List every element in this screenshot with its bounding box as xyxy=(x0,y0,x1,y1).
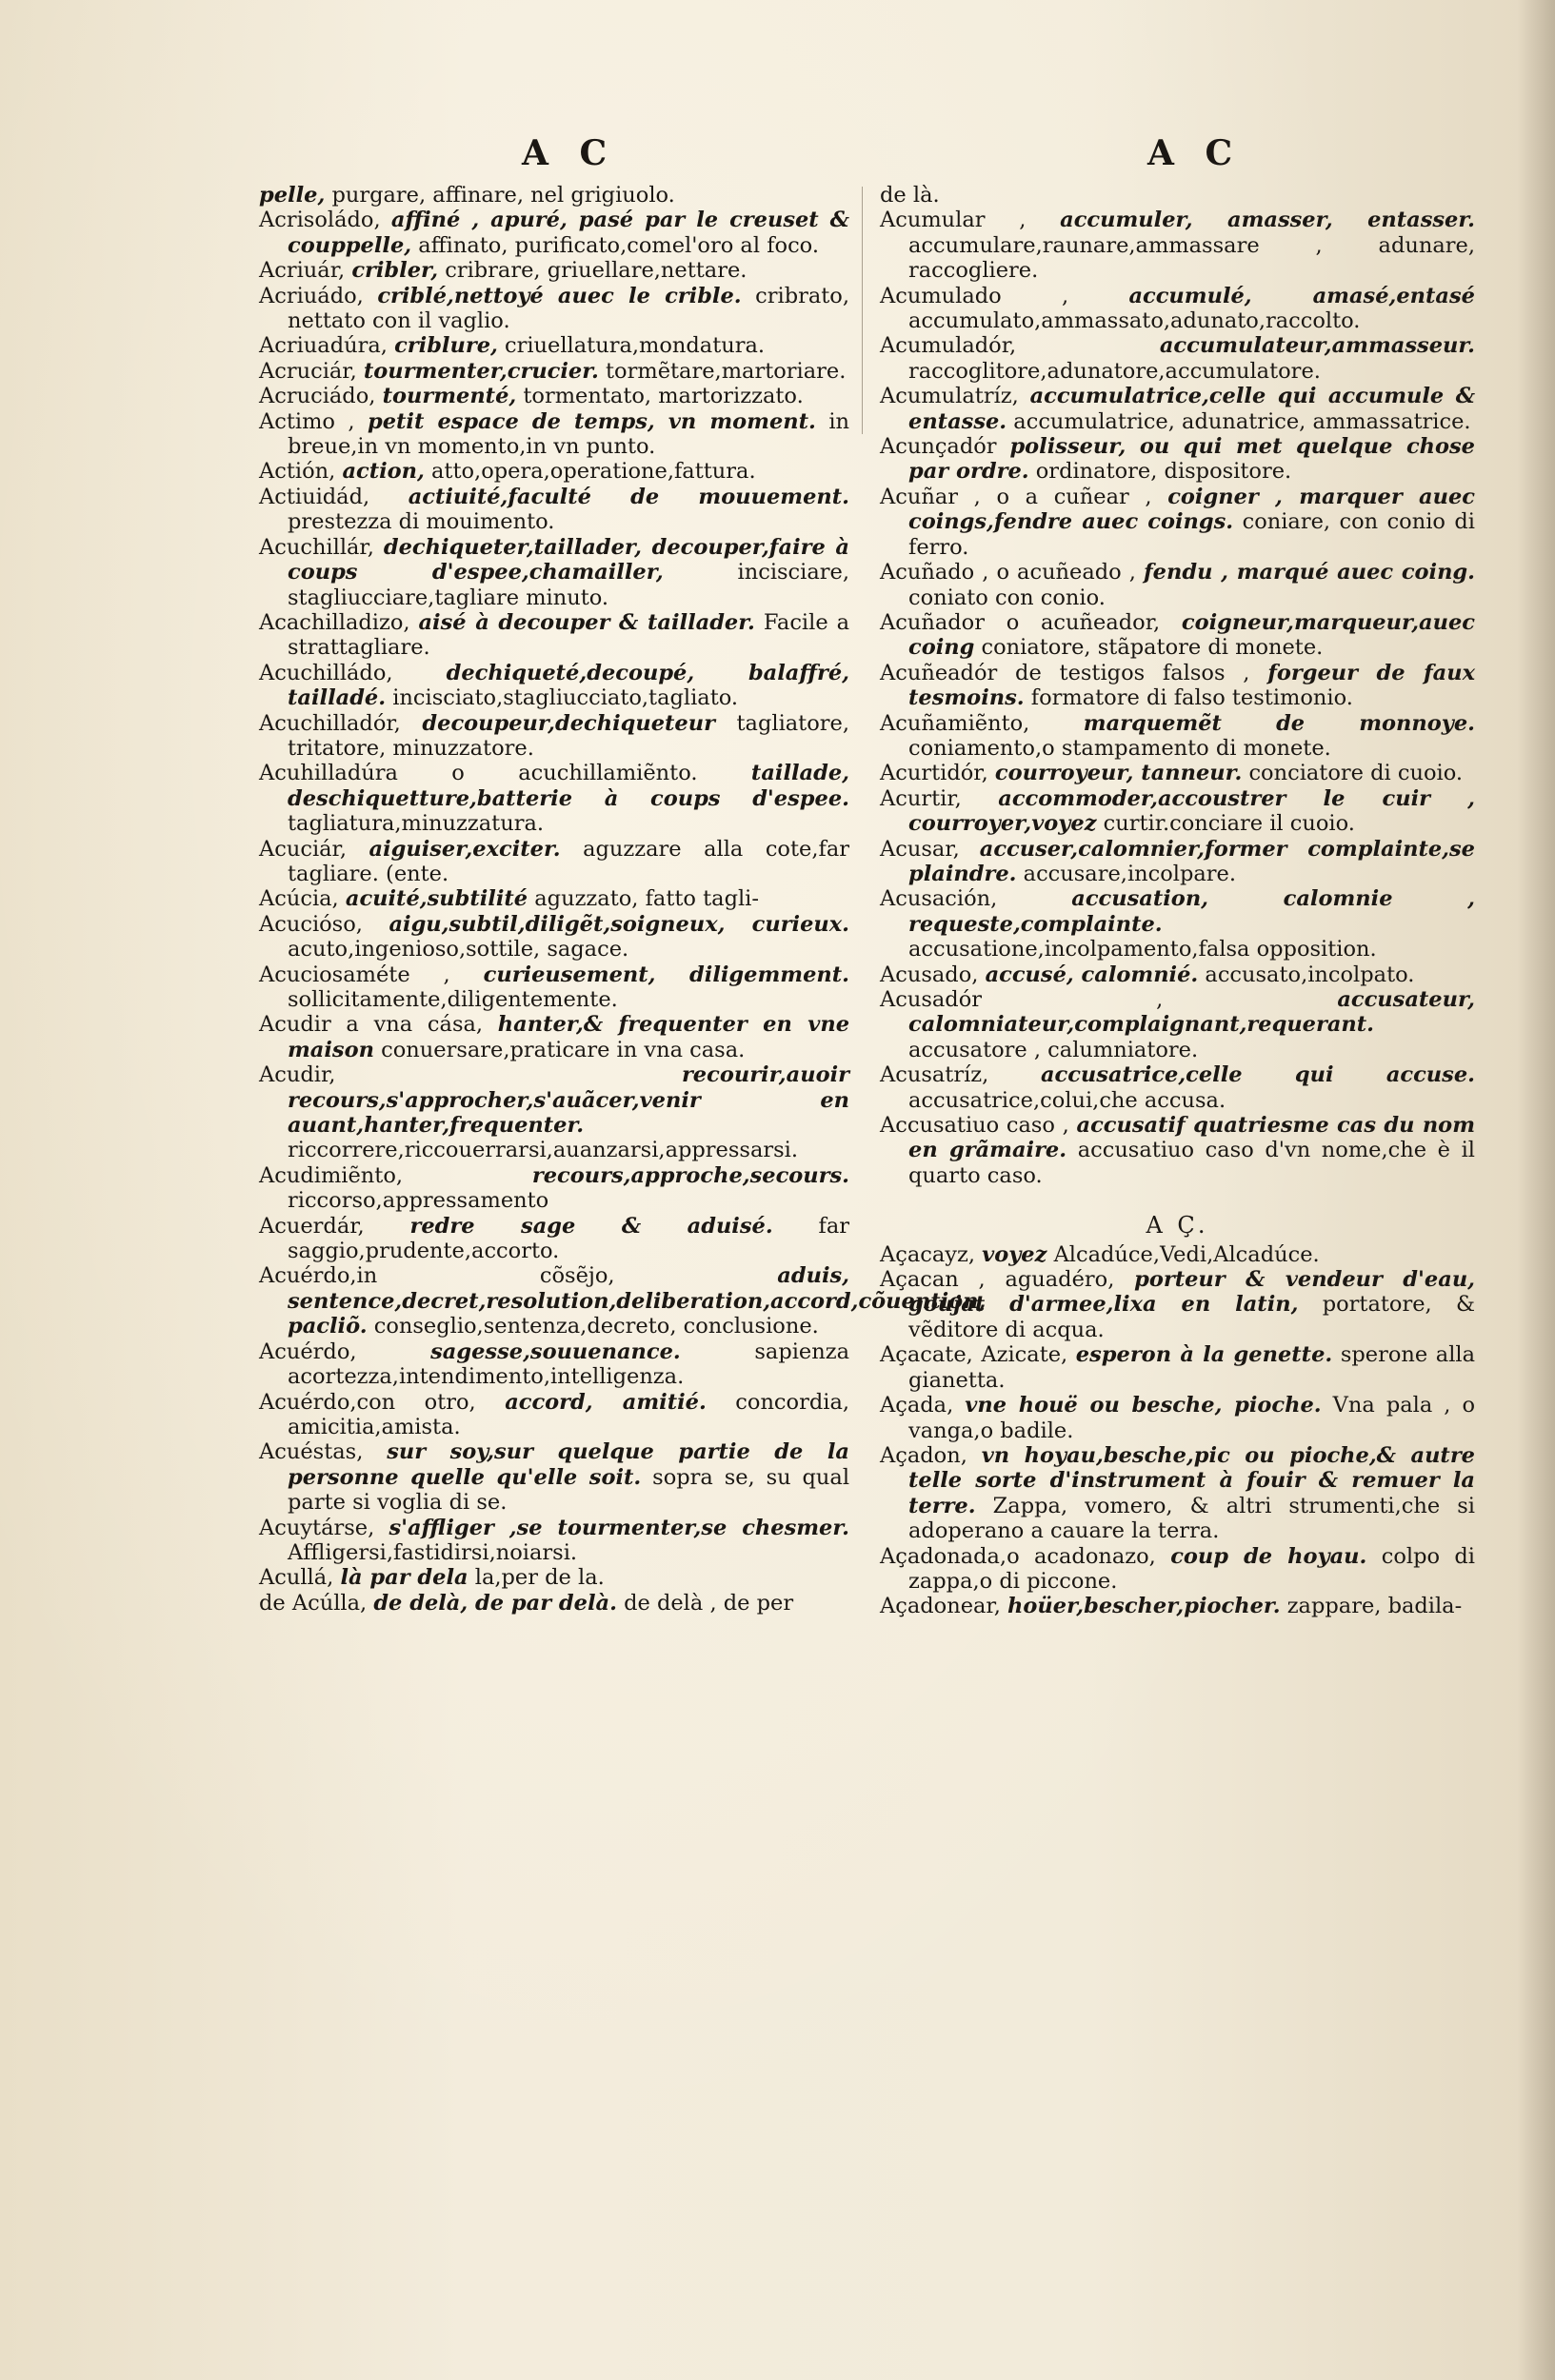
dictionary-entry xyxy=(259,962,849,1013)
french-gloss: sur soy,sur quelque partie de la personne quelle qu'elle soit. xyxy=(288,1439,850,1490)
headword: Acusadór , xyxy=(880,987,1164,1012)
french-gloss: accusé, calomnié. xyxy=(985,962,1199,987)
headword: Acusar, xyxy=(880,836,960,862)
headword: Acruciár, xyxy=(259,358,357,384)
french-gloss: recourir,auoir recours,s'approcher,s'auãcer,venir en auant,hanter,frequenter. xyxy=(288,1062,849,1139)
french-gloss: courroyeur, tanneur. xyxy=(994,761,1243,786)
italian-gloss: accusato,incolpato. xyxy=(1205,962,1415,987)
headword: Acuciosaméte , xyxy=(259,962,450,987)
right-running-header: A C xyxy=(1147,133,1243,173)
headword: Acriuádo, xyxy=(259,283,364,308)
french-gloss: s'affliger ,se tourmenter,se chesmer. xyxy=(389,1515,849,1540)
french-gloss: actiuité,faculté de mouuement. xyxy=(408,484,849,509)
headword: Acudir a vna cása, xyxy=(259,1012,484,1038)
headword: Acuérdo, xyxy=(259,1339,357,1364)
headword: Accusatiuo caso , xyxy=(880,1113,1069,1139)
french-gloss: vne houë ou besche, pioche. xyxy=(965,1393,1322,1418)
french-gloss: acuité,subtilité xyxy=(345,886,528,912)
headword: Acuérdo,in cõsẽjo, xyxy=(259,1263,615,1289)
dictionary-entry xyxy=(880,183,1475,208)
dictionary-entry xyxy=(880,333,1475,384)
dictionary-entry xyxy=(880,1594,1475,1618)
italian-gloss: conuersare,praticare in vna casa. xyxy=(381,1037,746,1062)
french-gloss: là par dela xyxy=(340,1565,468,1591)
dictionary-entry xyxy=(259,1565,849,1590)
italian-gloss: incisciare, stagliucciare,tagliare minuto. xyxy=(288,560,849,610)
right-column-bottom-entries xyxy=(880,1242,1475,1619)
dictionary-entry xyxy=(880,208,1475,283)
headword: Acurtir, xyxy=(880,785,962,811)
dictionary-entry xyxy=(259,610,849,661)
headword: Acuñar , o a cuñear , xyxy=(880,484,1152,509)
italian-gloss: accusatrice,colui,che accusa. xyxy=(908,1087,1226,1113)
headword: Acucióso, xyxy=(259,911,363,937)
dictionary-entry xyxy=(880,1342,1475,1393)
dictionary-entry xyxy=(880,886,1475,962)
headword: Açada, xyxy=(880,1393,954,1418)
italian-gloss: coniamento,o stampamento di monete. xyxy=(908,735,1331,761)
french-gloss: tourmenter,crucier. xyxy=(363,358,599,384)
french-gloss: redre sage & aduisé. xyxy=(409,1213,773,1239)
dictionary-entry xyxy=(880,434,1475,485)
italian-gloss: conseglio,sentenza,decreto, conclusione. xyxy=(373,1314,819,1339)
italian-gloss: incisciato,stagliucciato,tagliato. xyxy=(392,685,739,711)
dictionary-entry xyxy=(259,761,849,836)
headword: Acuñamiẽnto, xyxy=(880,710,1030,736)
italian-gloss: far saggio,prudente,accorto. xyxy=(288,1213,849,1264)
dictionary-entry xyxy=(880,1544,1475,1595)
dictionary-entry xyxy=(880,1443,1475,1544)
dictionary-entry xyxy=(880,284,1475,334)
headword: Acuéstas, xyxy=(259,1439,364,1465)
french-gloss: criblé,nettoyé auec le crible. xyxy=(377,283,742,308)
headword: Acuñador o acuñeador, xyxy=(880,609,1161,635)
italian-gloss: affinato, purificato,comel'oro al foco. xyxy=(418,232,819,258)
dictionary-entry xyxy=(880,661,1475,711)
dictionary-entry xyxy=(880,485,1475,560)
french-gloss: accumulateur,ammasseur. xyxy=(1159,333,1475,359)
french-gloss: tourmenté, xyxy=(382,384,517,409)
italian-gloss: portatore, & vẽditore di acqua. xyxy=(908,1292,1475,1342)
french-gloss: accord, amitié. xyxy=(505,1389,707,1415)
french-gloss: aiguiser,exciter. xyxy=(369,836,561,862)
french-gloss: accusatrice,celle qui accuse. xyxy=(1040,1062,1475,1088)
french-gloss: accumulé, amasé,entasé xyxy=(1128,283,1475,308)
french-gloss: accommoder,accoustrer le cuir , courroyer,voyez xyxy=(908,785,1475,837)
headword: Acrisoládo, xyxy=(259,208,381,233)
french-gloss: dechiqueté,decoupé, balaffré, tailladé. xyxy=(288,660,849,711)
dictionary-entry xyxy=(259,1339,849,1390)
italian-gloss: raccoglitore,adunatore,accumulatore. xyxy=(908,358,1321,384)
french-gloss: polisseur, ou qui met quelque chose par ordre. xyxy=(908,434,1475,485)
headword: Acúcia, xyxy=(259,886,339,912)
italian-gloss: purgare, affinare, nel grigiuolo. xyxy=(331,183,675,208)
italian-gloss: accumulatrice, adunatrice, ammassatrice. xyxy=(1013,408,1471,434)
italian-gloss: sopra se, su qual parte si voglia di se. xyxy=(288,1464,850,1516)
headword: Acuciár, xyxy=(259,836,347,862)
french-gloss: decoupeur,dechiqueteur xyxy=(422,710,715,736)
dictionary-entry xyxy=(259,912,849,962)
french-gloss: aisé à decouper & taillader. xyxy=(418,609,755,635)
french-gloss: porteur & vendeur d'eau, goujat d'armee,lixa en latin, xyxy=(908,1267,1476,1318)
dictionary-entry xyxy=(259,284,849,334)
dictionary-entry xyxy=(259,1062,849,1163)
italian-gloss: riccorrere,riccouerrarsi,auanzarsi,appressarsi. xyxy=(288,1138,799,1163)
italian-gloss: coniare, con conio di ferro. xyxy=(908,509,1475,560)
headword: Açadonear, xyxy=(880,1594,1001,1619)
headword: de Acúlla, xyxy=(259,1590,368,1616)
french-gloss: de delà, de par delà. xyxy=(373,1590,617,1616)
dictionary-entry xyxy=(259,1263,987,1339)
dictionary-entry xyxy=(880,1113,1475,1188)
headword: Actimo , xyxy=(259,408,355,434)
headword: Acuerdár, xyxy=(259,1213,365,1239)
dictionary-entry xyxy=(259,258,849,283)
dictionary-entry xyxy=(259,384,849,408)
dictionary-entry xyxy=(880,610,1475,661)
italian-gloss: in breue,in vn momento,in vn punto. xyxy=(288,408,850,460)
headword: Acuñado , o acuñeado , xyxy=(880,560,1136,585)
french-gloss: hoüer,bescher,piocher. xyxy=(1007,1594,1281,1619)
dictionary-entry xyxy=(880,711,1475,762)
dictionary-entry xyxy=(259,711,849,762)
headword: Acruciádo, xyxy=(259,384,376,409)
headword: Acumuladór, xyxy=(880,333,1017,359)
dictionary-entry xyxy=(259,1012,849,1062)
dictionary-entry xyxy=(880,1242,1475,1267)
french-gloss: accuser,calomnier,former complainte,se plaindre. xyxy=(908,836,1475,886)
french-gloss: forgeur de faux tesmoins. xyxy=(908,660,1476,711)
italian-gloss: la,per de la. xyxy=(474,1565,605,1591)
italian-gloss: accusatore , calumniatore. xyxy=(908,1037,1199,1062)
dictionary-entry xyxy=(259,837,849,887)
italian-gloss: Alcadúce,Vedi,Alcadúce. xyxy=(1053,1241,1320,1267)
column-divider xyxy=(862,187,863,434)
dictionary-entry xyxy=(880,1062,1475,1113)
italian-gloss: atto,opera,operatione,fattura. xyxy=(431,459,756,485)
dictionary-entry xyxy=(259,535,849,610)
italian-gloss: tormẽtare,martoriare. xyxy=(606,358,847,384)
headword: Açadonada,o acadonazo, xyxy=(880,1543,1156,1569)
french-gloss: aigu,subtil,diligẽt,soigneux, curieux. xyxy=(389,911,850,937)
french-gloss: coup de hoyau. xyxy=(1170,1543,1367,1569)
italian-gloss: sollicitamente,diligentemente. xyxy=(288,987,618,1012)
dictionary-entry xyxy=(259,886,849,911)
headword: Acullá, xyxy=(259,1565,334,1591)
headword: Acuñeadór de testigos falsos , xyxy=(880,660,1250,685)
dictionary-entry xyxy=(880,560,1475,610)
headword: Acachilladizo, xyxy=(259,609,410,635)
italian-gloss: de delà , de per xyxy=(624,1590,794,1616)
dictionary-entry xyxy=(880,837,1475,887)
headword: Açacan , aguadéro, xyxy=(880,1267,1115,1293)
italian-gloss: prestezza di mouimento. xyxy=(288,509,555,535)
french-gloss: accumuler, amasser, entasser. xyxy=(1060,208,1475,233)
french-gloss: fendu , marqué auec coing. xyxy=(1144,560,1475,585)
dictionary-entry xyxy=(259,661,849,711)
italian-gloss: aguzzato, fatto tagli- xyxy=(534,886,759,912)
left-running-header: A C xyxy=(522,133,617,173)
italian-gloss: cribrato, nettato con il vaglio. xyxy=(288,283,850,334)
dictionary-entry xyxy=(259,183,849,208)
italian-gloss: Zappa, vomero, & altri strumenti,che si adoperano a cauare la terra. xyxy=(908,1493,1475,1544)
french-gloss: action, xyxy=(342,459,425,485)
italian-gloss: Facile a strattagliare. xyxy=(288,609,849,661)
dictionary-entry xyxy=(259,208,849,258)
headword: Acuytárse, xyxy=(259,1515,375,1540)
page-spine-shadow xyxy=(1517,0,1555,2380)
french-gloss: recours,approche,secours. xyxy=(531,1162,849,1188)
italian-gloss: accusatione,incolpamento,falsa opposition. xyxy=(908,937,1377,962)
italian-gloss: colpo di zappa,o di piccone. xyxy=(908,1543,1476,1594)
dictionary-entry xyxy=(259,1439,849,1515)
dictionary-entry xyxy=(880,384,1475,434)
headword: Açadon, xyxy=(880,1442,967,1468)
headword: Actiuidád, xyxy=(259,484,370,509)
french-gloss: voyez xyxy=(982,1241,1047,1267)
french-gloss: pelle, xyxy=(259,183,326,208)
headword: Acurtidór, xyxy=(880,761,988,786)
headword: Acumulatríz, xyxy=(880,384,1019,409)
french-gloss: accusation, calomnie , requeste,complainte. xyxy=(908,886,1476,937)
italian-gloss: acuto,ingenioso,sottile, sagace. xyxy=(288,937,629,962)
headword: Acumular , xyxy=(880,208,1027,233)
italian-gloss: sperone alla gianetta. xyxy=(908,1342,1475,1393)
headword: Acudimiẽnto, xyxy=(259,1162,404,1188)
headword: Acuchilladór, xyxy=(259,710,401,736)
french-gloss: affiné , apuré, pasé par le creuset & couppelle, xyxy=(288,208,849,258)
italian-gloss: accumulare,raunare,ammassare , adunare, raccogliere. xyxy=(908,232,1475,284)
headword: Acuchilládo, xyxy=(259,660,393,685)
headword: Acusado, xyxy=(880,962,979,987)
italian-gloss: formatore di falso testimonio. xyxy=(1030,685,1353,711)
headword: Acuérdo,con otro, xyxy=(259,1389,476,1415)
section-heading: A Ç. xyxy=(1146,1212,1209,1240)
headword: Acusatríz, xyxy=(880,1062,989,1088)
french-gloss: petit espace de temps, vn moment. xyxy=(367,408,816,434)
italian-gloss: ordinatore, dispositore. xyxy=(1035,459,1292,485)
italian-gloss: coniato con conio. xyxy=(908,585,1106,610)
italian-gloss: Affligersi,fastidirsi,noiarsi. xyxy=(288,1539,578,1565)
dictionary-entry xyxy=(259,1214,849,1264)
italian-gloss: aguzzare alla cote,far tagliare. (ente. xyxy=(288,836,849,886)
italian-gloss: accusatiuo caso d'vn nome,che è il quarto caso. xyxy=(908,1138,1475,1188)
headword: Acumulado , xyxy=(880,283,1069,308)
headword: Acuhilladúra o acuchillamiẽnto. xyxy=(259,761,698,786)
dictionary-entry xyxy=(259,409,849,460)
italian-gloss: tagliatura,minuzzatura. xyxy=(288,811,545,837)
french-gloss: vn hoyau,besche,pic ou pioche,& autre telle sorte d'instrument à fouir & remuer la terre. xyxy=(908,1442,1475,1518)
dictionary-entry xyxy=(880,1393,1475,1443)
french-gloss: taillade, deschiquetture,batterie à coups d'espee. xyxy=(288,761,849,811)
italian-gloss: zappare, badila- xyxy=(1286,1594,1463,1619)
dictionary-entry xyxy=(259,359,849,384)
french-gloss: cribler, xyxy=(351,258,439,284)
headword: Acuchillár, xyxy=(259,534,374,560)
dictionary-entry xyxy=(880,987,1475,1062)
french-gloss: hanter,& frequenter en vne maison xyxy=(288,1012,850,1062)
french-gloss: esperon à la genette. xyxy=(1075,1342,1333,1368)
headword: Acriuár, xyxy=(259,258,346,284)
italian-gloss: accumulato,ammassato,adunato,raccolto. xyxy=(908,308,1361,334)
french-gloss: coigneur,marqueur,auec coing xyxy=(908,609,1475,661)
headword: Acunçadór xyxy=(880,434,997,460)
dictionary-entry xyxy=(259,485,849,535)
italian-gloss: cribrare, griuellare,nettare. xyxy=(445,258,748,284)
italian-gloss: conciatore di cuoio. xyxy=(1248,761,1464,786)
french-gloss: marquemẽt de monnoye. xyxy=(1083,710,1476,736)
headword: Acriuadúra, xyxy=(259,333,388,359)
french-gloss: coigner , marquer auec coings,fendre auec coings. xyxy=(908,484,1475,535)
italian-gloss: Vna pala , o vanga,o badile. xyxy=(908,1393,1476,1443)
french-gloss: dechiqueter,taillader, decouper,faire à coups d'espee,chamailler, xyxy=(288,534,849,585)
dictionary-entry xyxy=(259,1390,849,1440)
italian-gloss: criuellatura,mondatura. xyxy=(505,333,766,359)
french-gloss: sagesse,souuenance. xyxy=(430,1339,681,1364)
headword: Açacayz, xyxy=(880,1241,975,1267)
italian-gloss: riccorso,appressamento xyxy=(288,1188,549,1214)
italian-gloss: tagliatore, tritatore, minuzzatore. xyxy=(288,710,849,761)
french-gloss: accumulatrice,celle qui accumule & entasse. xyxy=(908,384,1476,434)
dictionary-entry xyxy=(880,761,1475,785)
dictionary-entry xyxy=(259,1163,849,1214)
right-column-top-entries xyxy=(880,183,1475,1188)
dictionary-entry xyxy=(259,333,849,358)
dictionary-entry xyxy=(880,962,1475,987)
dictionary-entry xyxy=(259,459,849,484)
italian-gloss: coniatore, stãpatore di monete. xyxy=(981,635,1324,661)
italian-gloss: de là. xyxy=(880,183,940,208)
headword: Açacate, Azicate, xyxy=(880,1342,1068,1368)
french-gloss: accusatif quatriesme cas du nom en grãmaire. xyxy=(908,1113,1475,1163)
italian-gloss: concordia, amicitia,amista. xyxy=(288,1389,850,1439)
italian-gloss: sapienza acortezza,intendimento,intelligenza. xyxy=(288,1339,850,1390)
headword: Acudir, xyxy=(259,1062,336,1088)
french-gloss: curieusement, diligemment. xyxy=(483,962,849,987)
dictionary-entry xyxy=(880,786,1475,837)
headword: Actión, xyxy=(259,459,336,485)
dictionary-entry xyxy=(259,1591,849,1616)
italian-gloss: accusare,incolpare. xyxy=(1023,861,1237,886)
italian-gloss: tormentato, martorizzato. xyxy=(523,384,804,409)
french-gloss: criblure, xyxy=(394,333,498,359)
headword: Acusación, xyxy=(880,886,998,912)
dictionary-entry xyxy=(880,1267,1475,1342)
italian-gloss: curtir.conciare il cuoio. xyxy=(1103,811,1355,837)
right-column xyxy=(880,183,1475,1619)
french-gloss: aduis, sentence,decret,resolution,deliberation,accord,cõuention, pacliõ. xyxy=(288,1263,987,1339)
french-gloss: accusateur, calomniateur,complaignant,requerant. xyxy=(908,987,1476,1038)
dictionary-entry xyxy=(259,1516,849,1566)
